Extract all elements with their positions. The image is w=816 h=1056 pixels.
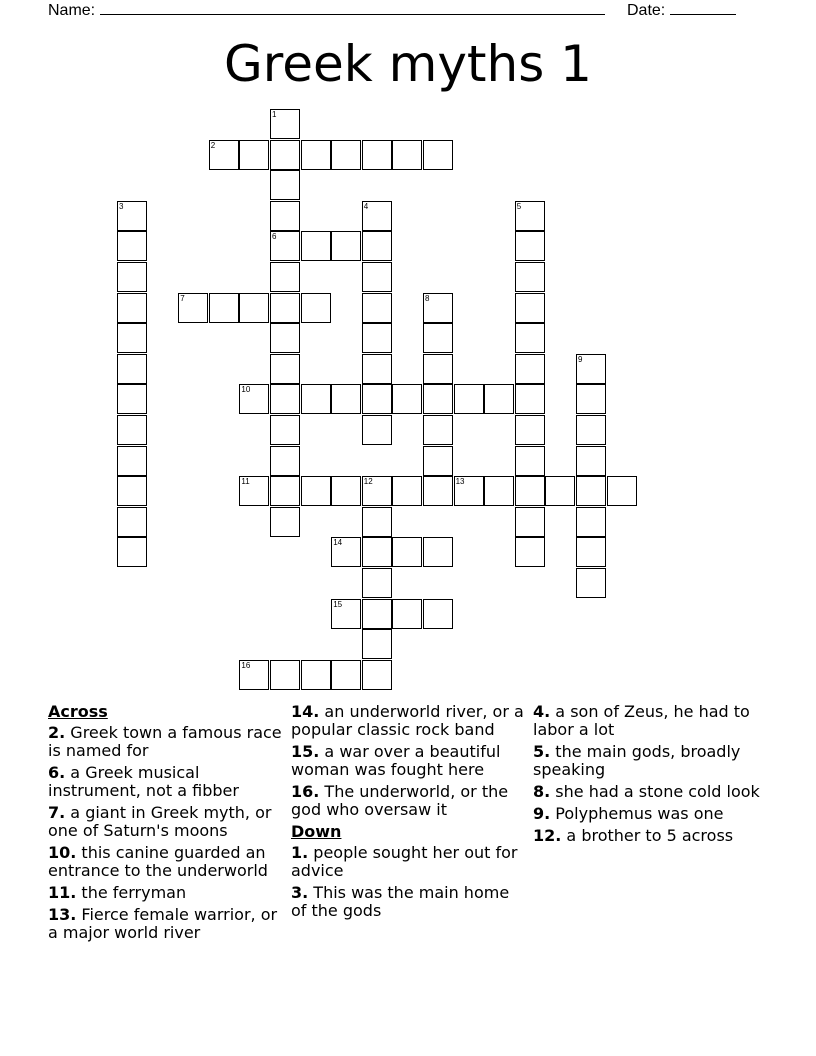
grid-cell[interactable] [331,231,361,261]
clue-item-text: a brother to 5 across [561,826,734,845]
grid-cell[interactable] [576,446,606,476]
grid-cell[interactable] [117,354,147,384]
grid-cell[interactable] [301,293,331,323]
grid-cell[interactable] [423,293,453,323]
grid-cell[interactable] [117,476,147,506]
grid-cell[interactable] [362,568,392,598]
grid-cell[interactable] [270,323,300,353]
clue-item-number: 15. [291,742,320,761]
clue-item [533,703,768,739]
clue-item-text: an underworld river, or a popular classic rock band [291,702,524,739]
grid-cell[interactable] [270,293,300,323]
clue-number: 13 [455,477,465,487]
clue-item-number: 14. [291,702,320,721]
clue-number: 11 [241,477,250,487]
clue-item [533,743,768,779]
clue-number: 3 [119,201,124,211]
clue-item [291,783,526,819]
grid-cell[interactable] [239,293,269,323]
grid-cell[interactable] [239,140,269,170]
clue-item-text: Greek town a famous race is named for [48,723,282,760]
grid-cell[interactable] [515,476,545,506]
grid-cell[interactable] [362,384,392,414]
grid-cell[interactable] [423,415,453,445]
grid-cell[interactable] [392,599,422,629]
grid-cell[interactable] [270,660,300,690]
grid-cell[interactable] [301,476,331,506]
grid-cell[interactable] [392,476,422,506]
clue-item-text: the main gods, broadly speaking [533,742,741,779]
grid-cell[interactable] [515,354,545,384]
grid-cell[interactable] [331,140,361,170]
grid-cell[interactable] [270,201,300,231]
grid-cell[interactable] [484,476,514,506]
clue-number: 4 [363,201,369,211]
clue-number: 1 [272,110,277,119]
grid-cell[interactable] [270,170,300,200]
grid-cell[interactable] [515,507,545,537]
grid-cell[interactable] [331,660,361,690]
grid-cell[interactable] [117,323,147,353]
grid-cell[interactable] [423,446,453,476]
grid-cell[interactable] [362,660,392,690]
clue-number: 8 [425,293,430,303]
grid-cell[interactable] [117,231,147,261]
clue-item-number: 5. [533,742,551,761]
grid-cell[interactable] [423,323,453,353]
clue-item-text: a Greek musical instrument, not a fibber [48,763,239,800]
grid-cell[interactable] [331,384,361,414]
grid-cell[interactable] [270,415,300,445]
clue-item [533,805,768,823]
clue-item [48,884,283,902]
grid-cell[interactable] [331,537,361,567]
clue-item-number: 10. [48,843,77,862]
grid-cell[interactable] [239,476,269,506]
grid-cell[interactable] [576,354,606,384]
grid-cell[interactable] [423,537,453,567]
grid-cell[interactable] [392,537,422,567]
grid-cell[interactable] [362,262,392,292]
down-clue-list-continued [533,703,768,845]
grid-cell[interactable] [484,384,514,414]
clue-item [291,743,526,779]
grid-cell[interactable] [576,537,606,567]
clue-number: 10 [241,385,251,395]
grid-cell[interactable] [362,231,392,261]
grid-cell[interactable] [331,599,361,629]
clues-column-3 [533,703,768,849]
grid-cell[interactable] [270,507,300,537]
clue-item-text: The underworld, or the god who oversaw it [291,782,509,819]
grid-cell[interactable] [392,384,422,414]
grid-cell[interactable] [362,476,392,506]
grid-cell[interactable] [423,384,453,414]
grid-cell[interactable] [362,507,392,537]
grid-cell[interactable] [454,476,484,506]
clue-item [48,844,283,880]
grid-cell[interactable] [515,415,545,445]
clue-item [48,804,283,840]
grid-cell[interactable] [515,201,545,231]
clue-item-number: 3. [291,883,309,902]
grid-cell[interactable] [270,109,300,139]
grid-cell[interactable] [515,446,545,476]
clue-item [48,764,283,800]
clue-item-number: 7. [48,803,66,822]
clue-number: 5 [516,201,522,211]
grid-cell[interactable] [117,262,147,292]
grid-cell[interactable] [301,384,331,414]
grid-cell[interactable] [576,384,606,414]
grid-cell[interactable] [423,354,453,384]
grid-cell[interactable] [576,507,606,537]
grid-cell[interactable] [270,384,300,414]
grid-cell[interactable] [362,323,392,353]
grid-cell[interactable] [270,262,300,292]
grid-cell[interactable] [576,568,606,598]
clue-item [291,884,526,920]
clue-item [291,844,526,880]
clue-item-number: 6. [48,763,66,782]
grid-cell[interactable] [209,140,239,170]
clue-item [291,703,526,739]
clue-number: 2 [210,140,216,150]
clue-item-number: 9. [533,804,551,823]
clue-number: 7 [180,293,185,303]
grid-cell[interactable] [301,140,331,170]
grid-cell[interactable] [515,231,545,261]
clue-number: 9 [578,354,583,364]
grid-cell[interactable] [209,293,239,323]
clues-column-2 [291,703,526,924]
grid-cell[interactable] [515,323,545,353]
grid-cell[interactable] [362,293,392,323]
clue-number: 16 [241,660,251,670]
grid-cell[interactable] [576,476,606,506]
clue-item-text: Fierce female warrior, or a major world river [48,905,278,942]
grid-cell[interactable] [423,599,453,629]
down-heading: Down [291,822,342,841]
grid-cell[interactable] [423,476,453,506]
clue-item [48,724,283,760]
grid-cell[interactable] [362,629,392,659]
grid-cell[interactable] [362,354,392,384]
across-clue-list [48,724,283,942]
grid-cell[interactable] [362,415,392,445]
grid-cell[interactable] [545,476,575,506]
down-clue-list [291,844,526,920]
across-clue-list-continued [291,703,526,819]
clue-item-number: 12. [533,826,562,845]
grid-cell[interactable] [392,140,422,170]
clue-item [48,906,283,942]
clue-item-number: 13. [48,905,77,924]
clue-number: 12 [363,477,373,487]
grid-cell[interactable] [178,293,208,323]
grid-cell[interactable] [270,476,300,506]
grid-cell[interactable] [301,660,331,690]
grid-cell[interactable] [362,201,392,231]
grid-cell[interactable] [423,140,453,170]
grid-cell[interactable] [117,201,147,231]
grid-cell[interactable] [454,384,484,414]
clue-item-number: 2. [48,723,66,742]
grid-cell[interactable] [117,446,147,476]
grid-cell[interactable] [331,476,361,506]
clue-item-text: This was the main home of the gods [291,883,510,920]
clue-item-number: 1. [291,843,309,862]
clue-number: 6 [272,232,277,242]
clue-item-text: the ferryman [76,883,187,902]
clue-item-text: people sought her out for advice [291,843,518,880]
grid-cell[interactable] [117,537,147,567]
grid-cell[interactable] [270,354,300,384]
clue-item [533,783,768,801]
page-title: Greek myths 1 [224,35,592,93]
grid-cell[interactable] [117,507,147,537]
grid-cell[interactable] [270,140,300,170]
grid-cell[interactable] [362,537,392,567]
grid-cell[interactable] [301,231,331,261]
clue-number: 14 [333,538,343,548]
clue-item-text: this canine guarded an entrance to the underworld [48,843,268,880]
grid-cell[interactable] [607,476,637,506]
clues-column-1 [48,703,283,946]
grid-cell[interactable] [117,384,147,414]
clue-item-number: 16. [291,782,320,801]
grid-cell[interactable] [270,231,300,261]
clue-item-text: a war over a beautiful woman was fought here [291,742,501,779]
grid-cell[interactable] [117,415,147,445]
clue-item-text: a son of Zeus, he had to labor a lot [533,702,750,739]
grid-cell[interactable] [515,262,545,292]
grid-cell[interactable] [362,140,392,170]
date-label: Date: [627,2,666,19]
name-label: Name: [48,2,96,19]
clue-item-text: a giant in Greek myth, or one of Saturn's moons [48,803,272,840]
grid-cell[interactable] [515,384,545,414]
clue-item-number: 4. [533,702,551,721]
grid-cell[interactable] [270,446,300,476]
grid-cell[interactable] [362,599,392,629]
grid-cell[interactable] [117,293,147,323]
grid-cell[interactable] [515,293,545,323]
clue-item [533,827,768,845]
grid-cell[interactable] [239,660,269,690]
across-heading: Across [48,702,108,721]
grid-cell[interactable] [576,415,606,445]
clue-item-text: she had a stone cold look [550,782,760,801]
clue-item-text: Polyphemus was one [550,804,724,823]
grid-cell[interactable] [515,537,545,567]
clue-item-number: 11. [48,883,77,902]
grid-cell[interactable] [239,384,269,414]
clue-item-number: 8. [533,782,551,801]
clue-number: 15 [333,599,343,609]
